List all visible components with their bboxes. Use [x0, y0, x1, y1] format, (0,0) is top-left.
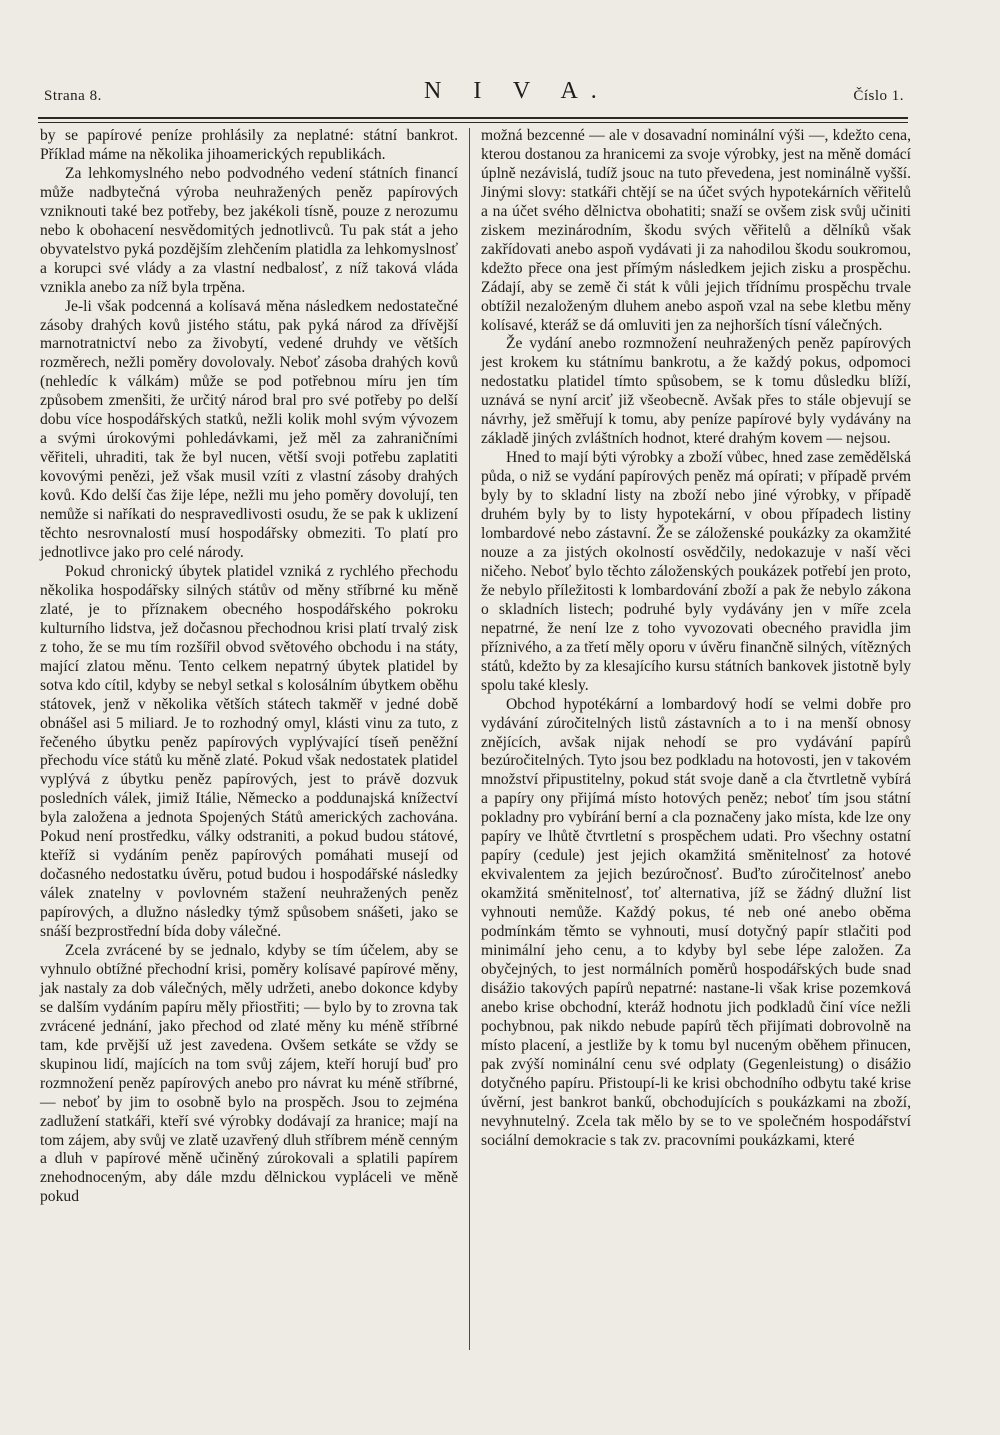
- page-number-label: Strana 8.: [44, 88, 102, 104]
- paragraph: Hned to mají býti výrobky a zboží vůbec, hned zase zemědělská půda, o niž se vydání papírových peněz má opírati; v případě prvém byly by to skladní listy na zboží nebo jiné výrobky, v případě druhém byly by to listy hypotekární, v obou případech listiny lombardové nebo zástavní. Že se záloženské poukázky za okamžité nouze a za jistých okolností osvědčily, nedokazuje v naší věci ničeho. Neboť bylo těchto záloženských poukázek potřebí jen proto, že nebylo příležitosti k lombardování zboží a pak že nebylo zákona o skladních listech; podruhé byly vydávány jen v míře zcela nepatrné, že není lze z toho vyvozovati obecného pravidla jim příznivého, a za třetí měly oporu v úvěru finančně silných, vítězných států, kdežto by za klesajícího kursu státních bankovek jistotně byly spolu také klesly.: [481, 449, 911, 694]
- header-rule-thick: [38, 117, 908, 119]
- left-column: [40, 127, 458, 1207]
- paragraph: Obchod hypotékární a lombardový hodí se velmi dobře pro vydávání zúročitelných listů zástavních a to i na menší obnosy znějících, avšak nijak nehodí se pro vydávání papírů bezúročitelných. Tyto jsou bez podkladu na hotovosti, jen v takovém množství připustitelny, pokud stát svoje daně a cla čtvrtletně vybírá a papíry ony přijímá místo hotových peněz; neboť tím jsou státní pokladny pro vybírání berní a cla poznačeny jako místa, kde lze ony papíry ve lhůtě čtvrtletní s prospěchem udati. Pro všechny ostatní papíry (cedule) jest jejich okamžitá směnitelnosť za hotové ekvivalentem za jejich bezúročnosť. Buďto zúročitelnosť anebo okamžitá směnitelnosť, toť alternativa, jíž se žádný dlužní list vyhnouti nemůže. Každý pokus, té neb oné anebo oběma podmínkám těmto se vyhnouti, musí dotyčný papír stlačiti pod minimální jeho cenu, a to kdyby byl sebe lépe založen. Za obyčejných, to jest normálních poměrů hospodářských bude snad disážio takových papírů nepatrné: nastane-li však krise pozemková anebo krise obchodní, kteráž hodnotu jich podkladů činí více nežli pochybnou, pak nikdo nebude papírů těch přijímati dobrovolně na místo placení, a jestliže by k tomu byl nuceným oběhem přinucen, pak zvýší nominální cenu své odplaty (Gegenleistung) o disážio dotyčného papíru. Přistoupí-li ke krisi obchodního odbytu také krise úvěrní, jest bankrot bankű, obchodujících s poukázkami na zboží, nevyhnutelný. Zcela tak mělo by se to ve společném hospodářství sociální demokracie s tak zv. pracovními poukázkami, které: [481, 695, 911, 1149]
- column-divider: [469, 128, 470, 1350]
- right-column: [481, 127, 911, 1150]
- paragraph: možná bezcenné — ale v dosavadní nominální výši —, kdežto cena, kterou dostanou za hranicemi za svoje výrobky, jest na měně domácí úplně nezávislá, tudíž jsouc na tuto převedena, jest nominálně vyšší. Jinými slovy: statkáři chtějí se na účet svých hypotekárních věřitelů a na účet svého dělnictva obohatiti; snaží se ovšem zisk svůj učiniti ziskem mezinárodním, škodu svých věřitelů a dělníků však zakřídovati anebo aspoň vydávati ji za nahodilou škodu soukromou, kdežto přece ona jest přímým následkem jejich zisku a prospěchu. Zádají, aby se země či stát k vůli jejich třídnímu prospěchu trvale obtížil nezaloženým dluhem anebo aspoň vzal na sebe kletbu měny kolísavé, kteráž se dá omluviti jen za nejhorších tísní válečných.: [481, 127, 911, 334]
- paragraph: Je-li však podcenná a kolísavá měna následkem nedostatečné zásoby drahých kovů jistého státu, pak pyká národ za dřívější marnotratnictví nebo za živobytí, vedené druhdy ve větších rozměrech, nežli poměry dovolovaly. Neboť zásoba drahých kovů (nehledíc k válkám) může se pod potřebnou míru jen tím způsobem zmenšiti, že určitý národ bral pro své potřeby po delší dobu více hospodářských statků, nežli kolik mohl svým vývozem a svými úrokovými pohledávkami, jež měl za zahraničními věřiteli, uhraditi, tak že byl nucen, větší svoji potřebu zaplatiti kovovými penězi, jež však musil vzíti z vlastní zásoby drahých kovů. Kdo delší čas žije lépe, nežli mu jeho poměry dovolují, ten nemůže si naříkati do nespravedlivosti osudu, že se pak k uklizení těchto nesrovnalostí musí hospodářsky obmeziti. To platí pro jednotlivce jako pro celé národy.: [40, 297, 458, 561]
- paragraph: Že vydání anebo rozmnožení neuhražených peněz papírových jest krokem ku státnímu bankrotu, a že každý pokus, odpomoci nedostatku platidel tímto spůsobem, se k tomu důsledku blíží, uznává se nyní arciť již všeobecně. Avšak přes to stále objevují se návrhy, jež směřují k tomu, aby peníze papírové byly vydávány na základě jiných zvláštních hodnot, které drahým kovem — nejsou.: [481, 335, 911, 448]
- paragraph: Za lehkomyslného nebo podvodného vedení státních financí může nadbytečná výroba neuhražených peněz papírových vzniknouti také bez potřeby, bez jakékoli tísně, pouze z nerozumu nebo k obohacení nesvědomitých jednotlivců. Tu pak stát a jeho obyvatelstvo pyká pozdějším zlehčením platidla za lehkomyslnosť a korupci své vlády a za vlastní nedbalosť, z níž taková vláda vznikla anebo za níž byla trpěna.: [40, 164, 458, 296]
- paragraph: Pokud chronický úbytek platidel vzniká z rychlého přechodu několika hospodářsky silných státův od měny stříbrné ku měně zlaté, je to příznakem obecného hospodářského pokroku kulturního lidstva, jež dočasnou přechodnou krisi platí trvalý zisk z toho, že se mu tím rozšířil obvod světového obchodu i na státy, mající zlatou měnu. Tento celkem nepatrný úbytek platidel by sotva kdo cítil, kdyby se nebyl setkal s kolosálním úbytkem oběhu státovek, jenž v několika větších státech takměř v jedné době obnášel asi 5 miliard. Je to rozhodný omyl, klásti vinu za tuto, z řečeného úbytku peněz papírových vyplývající tíseň peněžní přechodu více států ku měně zlaté. Pokud však nedostatek platidel vyplývá z úbytku peněz papírových, jest to právě dozvuk posledních válek, jimiž Itálie, Německo a poddunajská knížectví byla založena a jednota Spojených Států amerických zachována. Pokud není prostředku, války odstraniti, a pokud budou státové, kteříž si vydáním peněz papírových pomáhati musejí od dočasného nedostatku úvěru, potud budou i hospodářské následky válek znatelny v povlovném stažení neuhražených peněz papírových, a dlužno následky týmž spůsobem snášeti, jako se snáší bezprostřední bída doby válečné.: [40, 562, 458, 941]
- page-header: [44, 78, 904, 116]
- paragraph: by se papírové peníze prohlásily za neplatné: státní bankrot. Příklad máme na několika jihoamerických republikách.: [40, 127, 458, 163]
- journal-title: N I V A.: [424, 78, 610, 104]
- header-rule-thin: [38, 122, 908, 123]
- paragraph: Zcela zvrácené by se jednalo, kdyby se tím účelem, aby se vyhnulo obtížné přechodní krisi, poměry kolísavé papírové měny, jak nastaly za dob válečných, měly udržeti, anebo dokonce kdyby se dalším vydáním papíru měly přiostřiti; — bylo by to zrovna tak zvrácené jednání, jako přechod od zlaté měny ku méně stříbrné tam, kde prvější už jest zavedena. Ovšem setkáte se vždy se skupinou lidí, majících na tom svůj zájem, kteří horují buď pro rozmnožení peněz papírových anebo pro návrat ku méně stříbrné, — neboť by jim to osobně bylo na prospěch. Jsou to zejména zadlužení statkáři, kteří své výrobky dodávají za hranice; mají na tom zájem, aby svůj ve zlatě uzavřený dluh stříbrem méně cenným a dluh v papírové měně učiněný zúrokovali a splatili papírem znehodnoceným, aby dále mzdu dělnickou vypláceli ve měně pokud: [40, 941, 458, 1206]
- issue-number-label: Číslo 1.: [853, 88, 904, 104]
